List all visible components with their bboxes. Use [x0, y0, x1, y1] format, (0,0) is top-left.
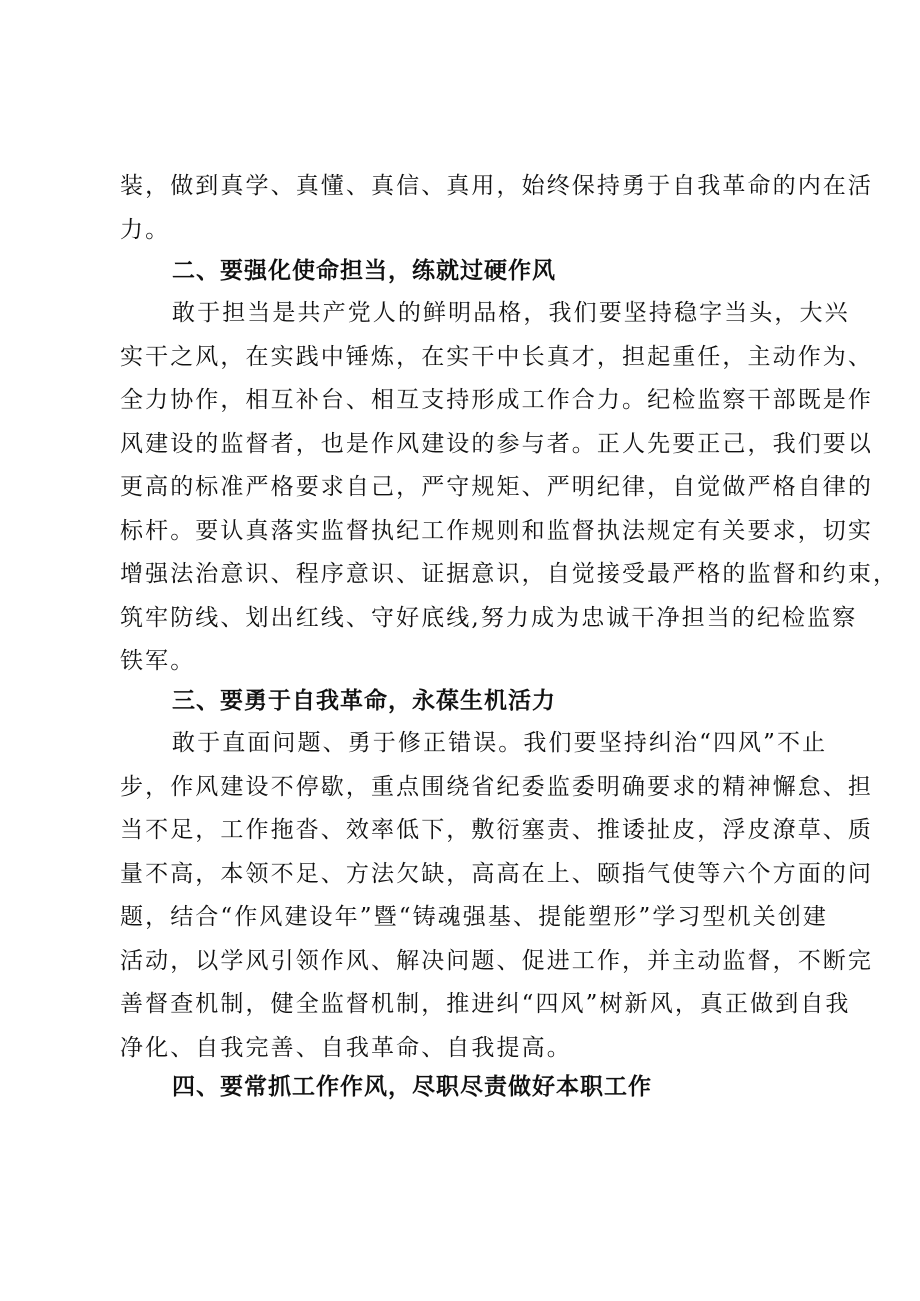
- paragraph-line: 风建设的监督者，也是作风建设的参与者。正人先要正己，我们要以: [120, 431, 873, 457]
- section-heading-4: 四、要常抓工作作风，尽职尽责做好本职工作: [172, 1074, 652, 1100]
- paragraph-line: 步，作风建设不停歇，重点围绕省纪委监委明确要求的精神懈怠、担: [120, 774, 873, 800]
- paragraph-line: 善督查机制，健全监督机制，推进纠“四风”树新风，真正做到自我: [120, 991, 851, 1017]
- paragraph-line: 活动，以学风引领作风、解决问题、促进工作，并主动监督，不断完: [120, 948, 873, 974]
- paragraph-line: 装，做到真学、真懂、真信、真用，始终保持勇于自我革命的内在活: [120, 173, 873, 199]
- section-heading-2: 二、要强化使命担当，练就过硬作风: [172, 258, 556, 284]
- paragraph-line: 量不高，本领不足、方法欠缺，高高在上、颐指气使等六个方面的问: [120, 861, 873, 887]
- paragraph-line: 更高的标准严格要求自己，严守规矩、严明纪律，自觉做严格自律的: [120, 474, 873, 500]
- paragraph-line: 题，结合“作风建设年”暨“铸魂强基、提能塑形”学习型机关创建: [120, 904, 829, 930]
- paragraph-line: 净化、自我完善、自我革命、自我提高。: [120, 1035, 572, 1061]
- paragraph-line: 敢于直面问题、勇于修正错误。我们要坚持纠治“四风”不止: [172, 730, 828, 756]
- paragraph-line: 实干之风，在实践中锤炼，在实干中长真才，担起重任，主动作为、: [120, 344, 873, 370]
- paragraph-line: 标杆。要认真落实监督执纪工作规则和监督执法规定有关要求，切实: [120, 518, 873, 544]
- paragraph-line: 增强法治意识、程序意识、证据意识，自觉接受最严格的监督和约束，: [120, 561, 899, 587]
- paragraph-line: 力。: [120, 217, 171, 243]
- section-heading-3: 三、要勇于自我革命，永葆生机活力: [172, 688, 556, 714]
- paragraph-line: 当不足，工作拖沓、效率低下，敷衍塞责、推诿扯皮，浮皮潦草、质: [120, 817, 873, 843]
- paragraph-line: 全力协作，相互补台、相互支持形成工作合力。纪检监察干部既是作: [120, 387, 873, 413]
- paragraph-line: 敢于担当是共产党人的鲜明品格，我们要坚持稳字当头，大兴: [172, 300, 850, 326]
- paragraph-line: 筑牢防线、划出红线、守好底线,努力成为忠诚干净担当的纪检监察: [120, 605, 858, 631]
- paragraph-line: 铁军。: [120, 648, 196, 674]
